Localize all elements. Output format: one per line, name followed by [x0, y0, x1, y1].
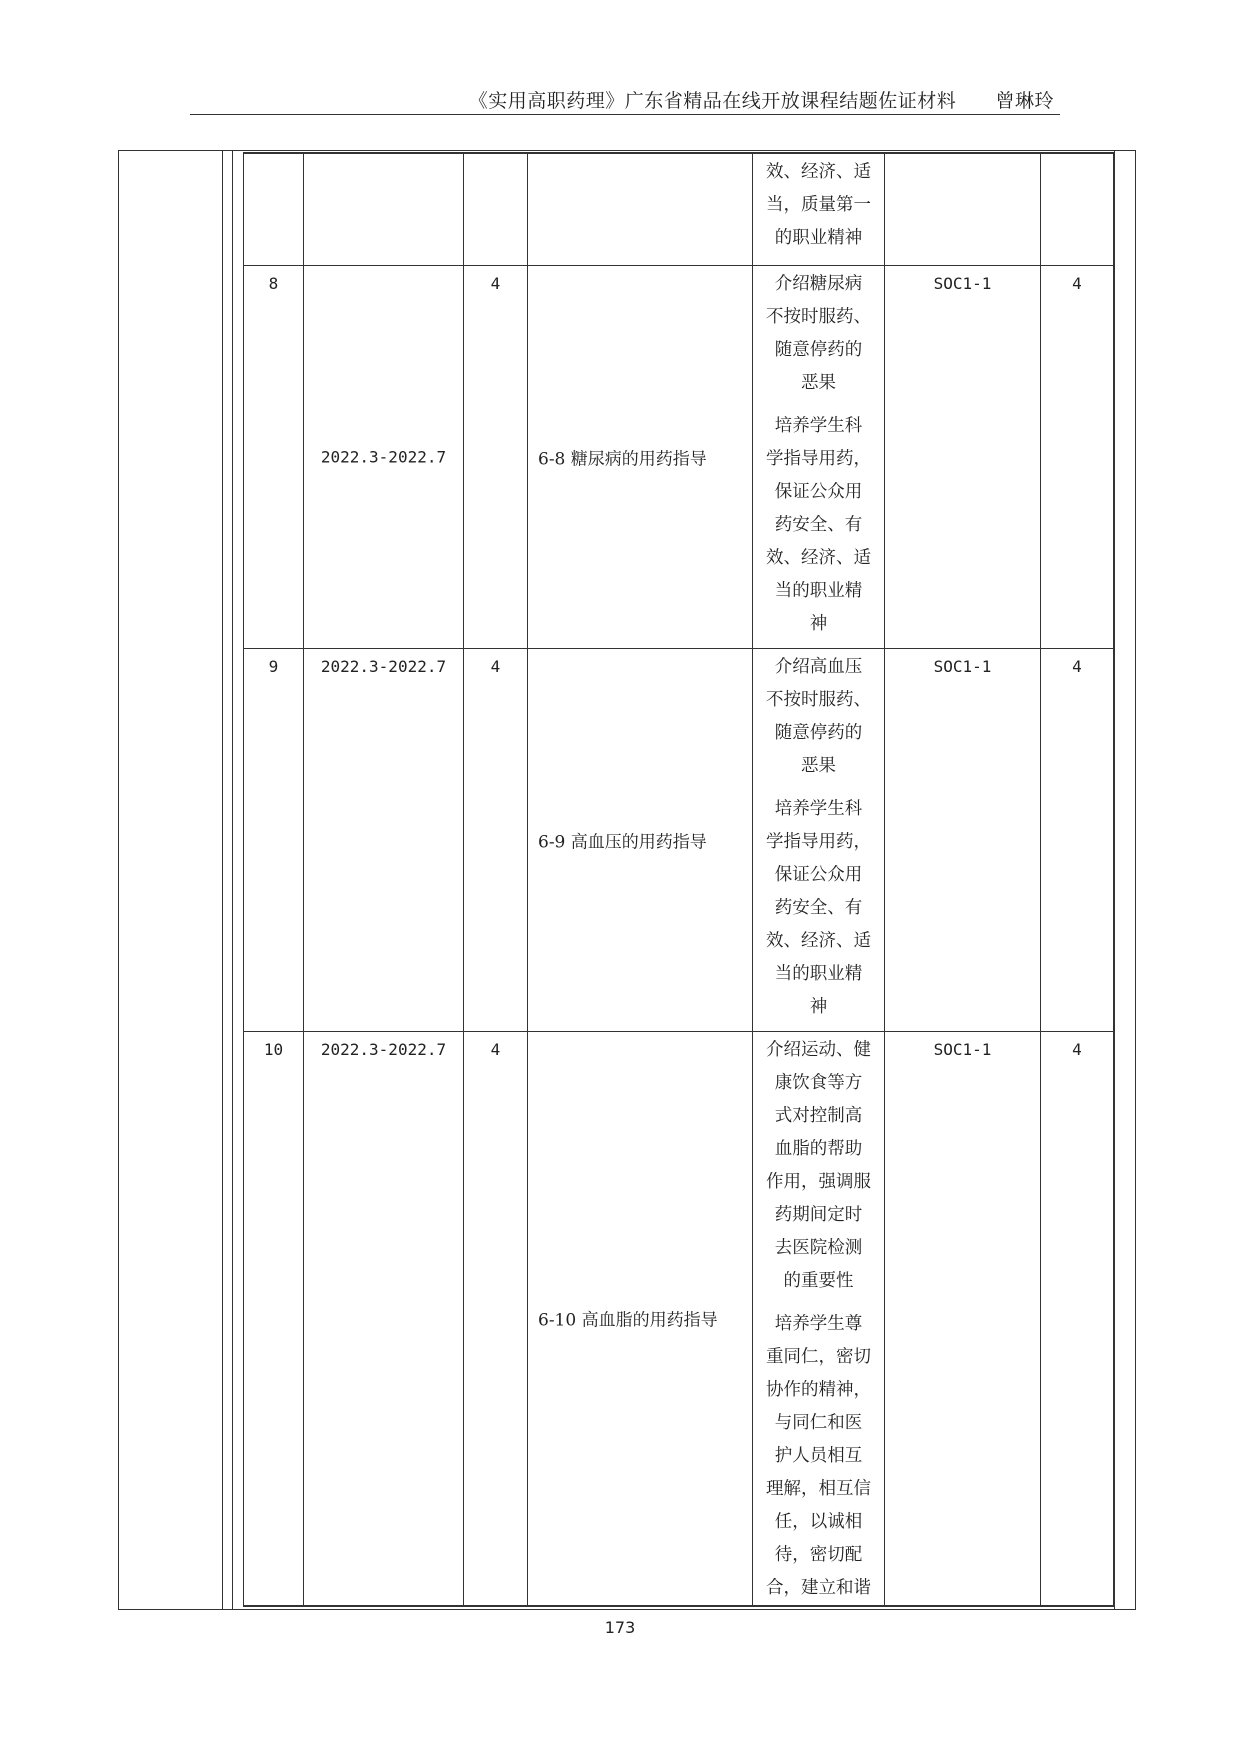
table-row	[244, 648, 1114, 1031]
row-score: 4	[1041, 265, 1114, 648]
row-description	[753, 1031, 885, 1606]
row-code: SOC1-1	[885, 265, 1041, 648]
row-hours: 4	[464, 648, 528, 1031]
row-topic: 6-8 糖尿病的用药指导	[528, 265, 753, 648]
row-score	[1041, 153, 1114, 265]
row-code: SOC1-1	[885, 648, 1041, 1031]
header-author: 曾琳玲	[995, 90, 1054, 112]
row-number: 8	[244, 265, 304, 648]
row-number	[244, 153, 304, 265]
page-header	[469, 86, 1054, 113]
row-date: 2022.3-2022.7	[304, 648, 464, 1031]
row-score: 4	[1041, 648, 1114, 1031]
row-date	[304, 153, 464, 265]
row-date: 2022.3-2022.7	[304, 1031, 464, 1606]
row-description	[753, 648, 885, 1031]
outer-column-divider	[222, 150, 223, 1610]
row-score: 4	[1041, 1031, 1114, 1606]
table-row	[244, 153, 1114, 265]
page-number: 173	[604, 1618, 636, 1637]
row-number: 9	[244, 648, 304, 1031]
row-hours	[464, 153, 528, 265]
outer-column-divider-inner	[232, 150, 233, 1610]
row-description	[753, 153, 885, 265]
row-description	[753, 265, 885, 648]
table-row	[244, 1031, 1114, 1606]
outer-right-divider	[1114, 150, 1115, 1610]
desc-block-1: 效、经济、适 当，质量第一 的职业精神	[766, 162, 871, 248]
desc-block-2: 培养学生科 学指导用药， 保证公众用 药安全、有 效、经济、适 当的职业精 神	[766, 415, 871, 634]
desc-block-2: 培养学生尊 重同仁，密切 协作的精神， 与同仁和医 护人员相互 理解，相互信 任，以诚相 待，密切配 合，建立和谐	[766, 1313, 871, 1598]
row-hours: 4	[464, 265, 528, 648]
schedule-table	[243, 152, 1114, 1607]
desc-block-1: 介绍运动、健 康饮食等方 式对控制高 血脂的帮助 作用，强调服 药期间定时 去医院检测 的重要性	[766, 1039, 871, 1291]
row-code: SOC1-1	[885, 1031, 1041, 1606]
row-number: 10	[244, 1031, 304, 1606]
row-topic	[528, 153, 753, 265]
row-topic: 6-10 高血脂的用药指导	[528, 1031, 753, 1606]
row-topic: 6-9 高血压的用药指导	[528, 648, 753, 1031]
desc-block-1: 介绍高血压 不按时服药、 随意停药的 恶果	[766, 656, 871, 776]
row-code	[885, 153, 1041, 265]
desc-block-2: 培养学生科 学指导用药， 保证公众用 药安全、有 效、经济、适 当的职业精 神	[766, 798, 871, 1017]
desc-block-1: 介绍糖尿病 不按时服药、 随意停药的 恶果	[766, 273, 871, 393]
table-row	[244, 265, 1114, 648]
row-hours: 4	[464, 1031, 528, 1606]
header-title: 《实用高职药理》广东省精品在线开放课程结题佐证材料	[468, 90, 957, 112]
header-rule	[190, 114, 1060, 115]
row-date: 2022.3-2022.7	[304, 265, 464, 648]
